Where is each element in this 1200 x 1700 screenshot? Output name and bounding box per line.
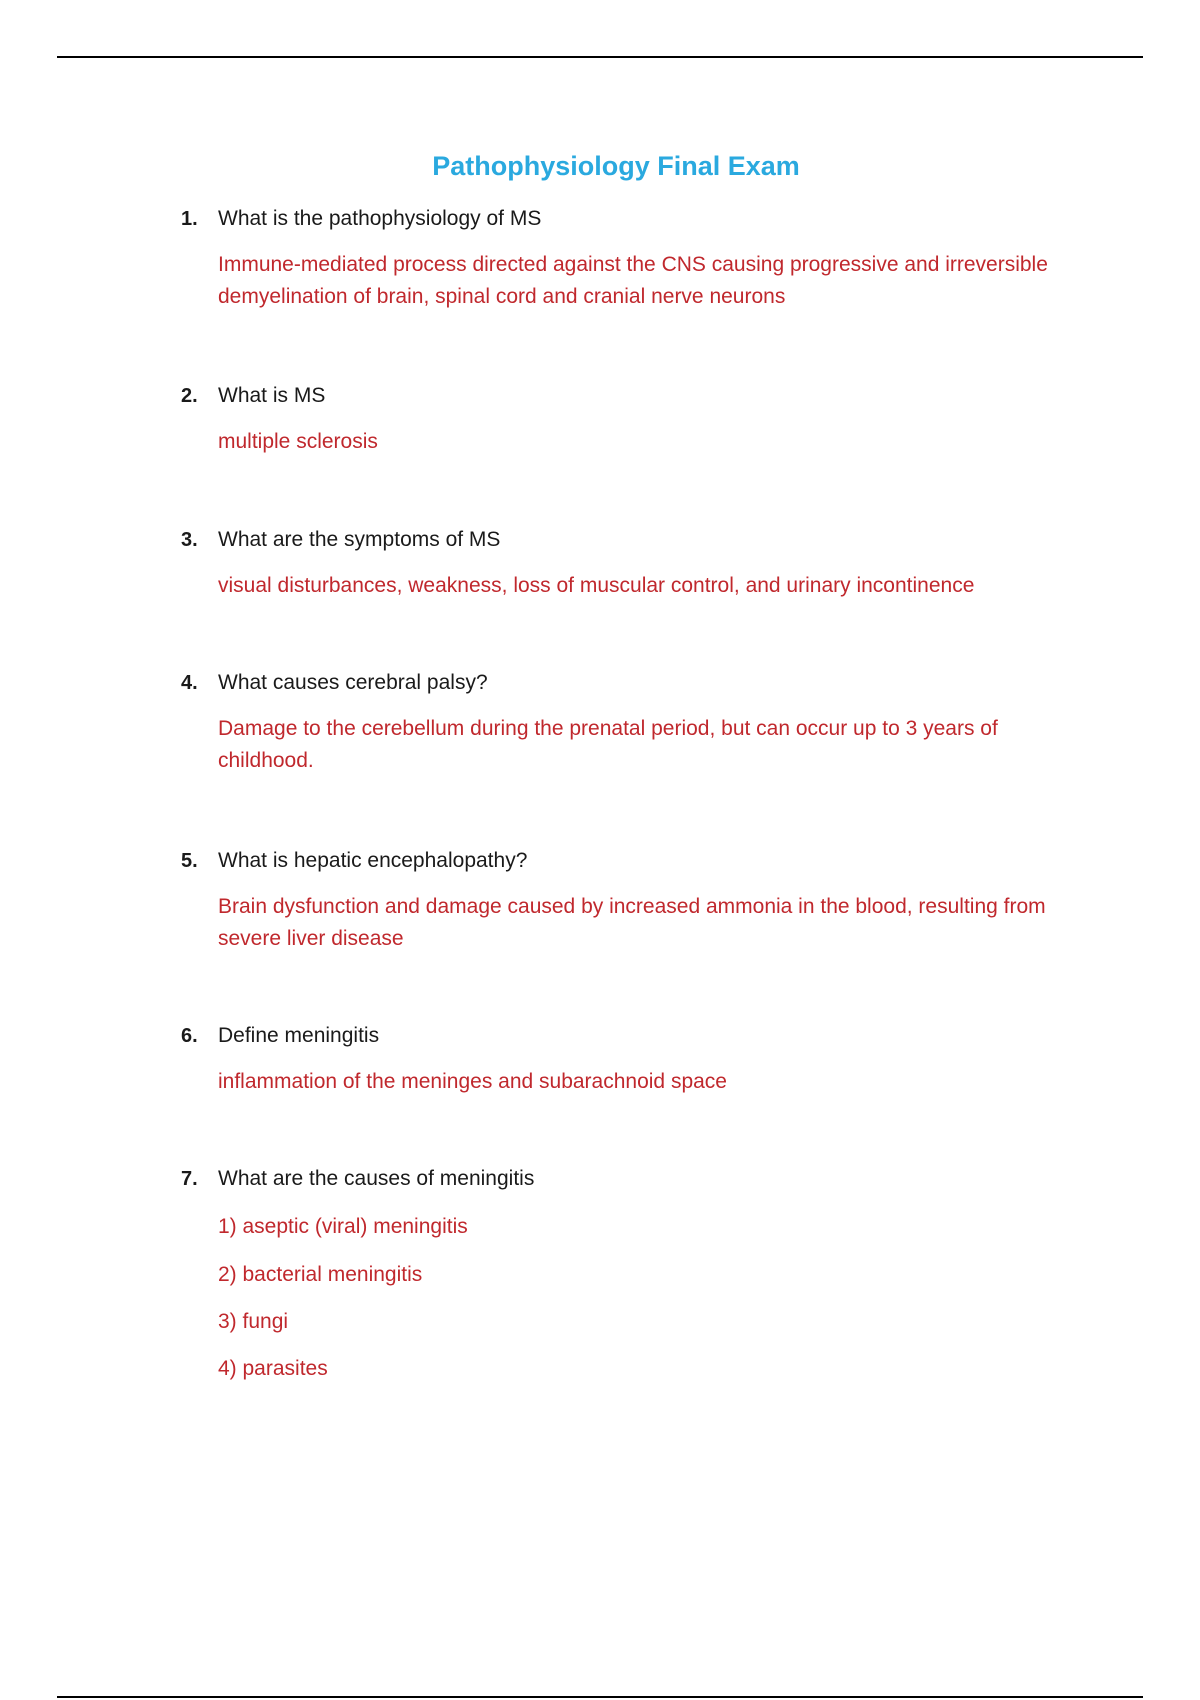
question-number: 3. bbox=[181, 529, 198, 551]
question-text: What is hepatic encephalopathy? bbox=[218, 849, 528, 872]
page-title: Pathophysiology Final Exam bbox=[432, 151, 800, 181]
answer-text: inflammation of the meninges and subarachnoid space bbox=[218, 1070, 727, 1093]
question-number: 7. bbox=[181, 1168, 198, 1190]
question-number: 5. bbox=[181, 850, 198, 872]
answer-text: visual disturbances, weakness, loss of muscular control, and urinary incontinence bbox=[218, 574, 975, 597]
answer-text: Brain dysfunction and damage caused by increased ammonia in the blood, resulting from severe liver disease bbox=[218, 895, 1046, 950]
question-number: 6. bbox=[181, 1025, 198, 1047]
answer-text: Damage to the cerebellum during the prenatal period, but can occur up to 3 years of childhood. bbox=[218, 717, 998, 772]
question-text: What is MS bbox=[218, 384, 326, 407]
answer-list-item: 2) bacterial meningitis bbox=[218, 1263, 423, 1286]
answer-text: Immune-mediated process directed against the CNS causing progressive and irreversible demyelination of brain, spinal cord and cranial nerve neurons bbox=[218, 253, 1048, 308]
top-rule bbox=[57, 56, 1143, 58]
answer-list-item: 4) parasites bbox=[218, 1357, 328, 1380]
bottom-rule bbox=[57, 1696, 1143, 1698]
question-text: What are the causes of meningitis bbox=[218, 1167, 535, 1190]
question-text: Define meningitis bbox=[218, 1024, 380, 1047]
question-number: 1. bbox=[181, 208, 198, 230]
question-number: 2. bbox=[181, 385, 198, 407]
answer-list-item: 3) fungi bbox=[218, 1310, 289, 1333]
question-number: 4. bbox=[181, 672, 198, 694]
question-text: What are the symptoms of MS bbox=[218, 528, 501, 551]
question-text: What causes cerebral palsy? bbox=[218, 671, 488, 694]
question-text: What is the pathophysiology of MS bbox=[218, 207, 542, 230]
answer-text: multiple sclerosis bbox=[218, 430, 378, 453]
answer-list-item: 1) aseptic (viral) meningitis bbox=[218, 1215, 468, 1238]
